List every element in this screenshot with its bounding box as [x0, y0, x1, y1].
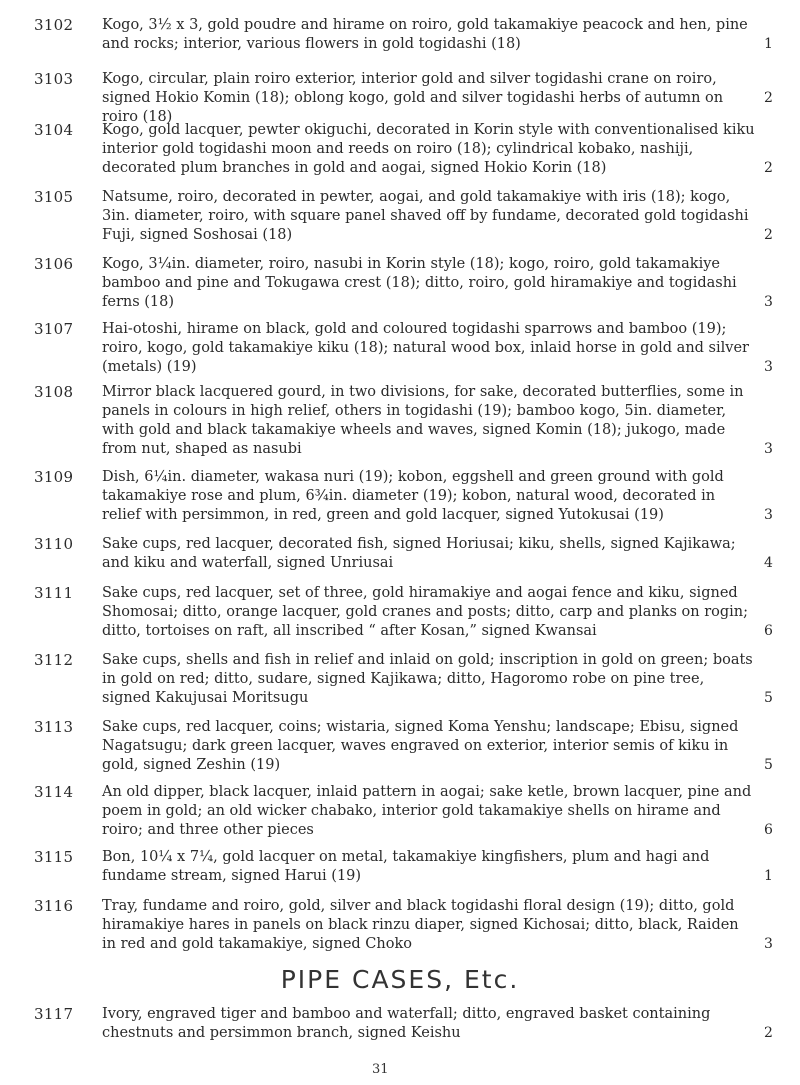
lot-number: 3107	[34, 320, 74, 338]
lot-number: 3103	[34, 70, 74, 88]
lot-quantity: 2	[764, 160, 773, 176]
lot-description: Sake cups, red lacquer, coins; wistaria, signed Koma Yenshu; landscape; Ebisu, signed Nagatsugu; dark green lacquer, waves engraved on exterior, interior semis of kiku in gold, signed Zeshin (19)	[102, 719, 739, 773]
lot-quantity: 5	[764, 690, 773, 706]
lot-description: Sake cups, shells and fish in relief and inlaid on gold; inscription in gold on green; boats in gold on red; ditto, sudare, signed Kajikawa; ditto, Hagoromo robe on pine tree, signed Kakujusai Moritsugu	[102, 652, 753, 706]
lot-description: Ivory, engraved tiger and bamboo and waterfall; ditto, engraved basket containing chestnuts and persimmon branch, signed Keishu	[102, 1006, 711, 1041]
lot-number: 3106	[34, 255, 74, 273]
lot-number: 3116	[34, 897, 74, 915]
lot-quantity: 2	[764, 1025, 773, 1041]
lot-quantity: 2	[764, 90, 773, 106]
lot-description: Natsume, roiro, decorated in pewter, aogai, and gold takamakiye with iris (18); kogo, 3in. diameter, roiro, with square panel shaved off by fundame, decorated gold togidashi Fuji, signed Soshosai (18)	[102, 189, 749, 243]
lot-quantity: 3	[764, 294, 773, 310]
lot-number: 3102	[34, 16, 74, 34]
lot-number: 3117	[34, 1005, 74, 1023]
lot-number: 3110	[34, 535, 74, 553]
lot-quantity: 1	[764, 868, 773, 884]
section-heading: PIPE CASES, Etc.	[280, 965, 520, 994]
lot-quantity: 1	[764, 36, 773, 52]
lot-number: 3109	[34, 468, 74, 486]
lot-number: 3112	[34, 651, 74, 669]
lot-quantity: 3	[764, 359, 773, 375]
lot-number: 3111	[34, 584, 74, 602]
lot-number: 3113	[34, 718, 74, 736]
lot-number: 3115	[34, 848, 74, 866]
lot-number: 3114	[34, 783, 74, 801]
lot-description: Mirror black lacquered gourd, in two divisions, for sake, decorated butterflies, some in panels in colours in high relief, others in togidashi (19); bamboo kogo, 5in. diameter, with gold and black takamakiye wheels and waves, signed Komin (18); jukogo, made from nut, shaped as nasubi	[102, 384, 744, 457]
lot-quantity: 6	[764, 623, 773, 639]
lot-description: Bon, 10¼ x 7¼, gold lacquer on metal, takamakiye kingfishers, plum and hagi and fundame stream, signed Harui (19)	[102, 849, 710, 884]
lot-quantity: 3	[764, 507, 773, 523]
lot-quantity: 4	[764, 555, 773, 571]
lot-number: 3104	[34, 121, 74, 139]
lot-quantity: 2	[764, 227, 773, 243]
lot-description: Sake cups, red lacquer, set of three, gold hiramakiye and aogai fence and kiku, signed Shomosai; ditto, orange lacquer, gold cranes and posts; ditto, carp and planks on rogin; ditto, tortoises on raft, all inscribed “ after Kosan,” signed Kwansai	[102, 585, 749, 639]
lot-number: 3105	[34, 188, 74, 206]
lot-quantity: 5	[764, 757, 773, 773]
page-number: 31	[372, 1062, 389, 1077]
lot-description: Sake cups, red lacquer, decorated fish, signed Horiusai; kiku, shells, signed Kajikawa; and kiku and waterfall, signed Unriusai	[102, 536, 736, 571]
lot-quantity: 3	[764, 936, 773, 952]
lot-description: Hai-otoshi, hirame on black, gold and coloured togidashi sparrows and bamboo (19); roiro, kogo, gold takamakiye kiku (18); natural wood box, inlaid horse in gold and silver (metals) (19)	[102, 321, 749, 375]
lot-description: Kogo, 3½ x 3, gold poudre and hirame on roiro, gold takamakiye peacock and hen, pine and rocks; interior, various flowers in gold togidashi (18)	[102, 17, 748, 52]
lot-description: Dish, 6¼in. diameter, wakasa nuri (19); kobon, eggshell and green ground with gold takamakiye rose and plum, 6¾in. diameter (19); kobon, natural wood, decorated in relief with persimmon, in red, green and gold lacquer, signed Yutokusai (19)	[102, 469, 724, 523]
lot-description: Kogo, circular, plain roiro exterior, interior gold and silver togidashi crane on roiro, signed Hokio Komin (18); oblong kogo, gold and silver togidashi herbs of autumn on roiro (18)	[102, 71, 724, 125]
lot-description: An old dipper, black lacquer, inlaid pattern in aogai; sake ketle, brown lacquer, pine and poem in gold; an old wicker chabako, interior gold takamakiye shells on hirame and roiro; and three other pieces	[102, 784, 752, 838]
lot-description: Tray, fundame and roiro, gold, silver and black togidashi floral design (19); ditto, gold hiramakiye hares in panels on black rinzu diaper, signed Kichosai; ditto, black, Raiden in red and gold takamakiye, signed Choko	[102, 898, 739, 952]
lot-quantity: 6	[764, 822, 773, 838]
lot-description: Kogo, 3¼in. diameter, roiro, nasubi in Korin style (18); kogo, roiro, gold takamakiye bamboo and pine and Tokugawa crest (18); ditto, roiro, gold hiramakiye and togidashi ferns (18)	[102, 256, 737, 310]
lot-quantity: 3	[764, 441, 773, 457]
lot-description: Kogo, gold lacquer, pewter okiguchi, decorated in Korin style with conventionalised kiku interior gold togidashi moon and reeds on roiro (18); cylindrical kobako, nashiji, decorated plum branches in gold and aogai, signed Hokio Korin (18)	[102, 122, 755, 176]
lot-number: 3108	[34, 383, 74, 401]
